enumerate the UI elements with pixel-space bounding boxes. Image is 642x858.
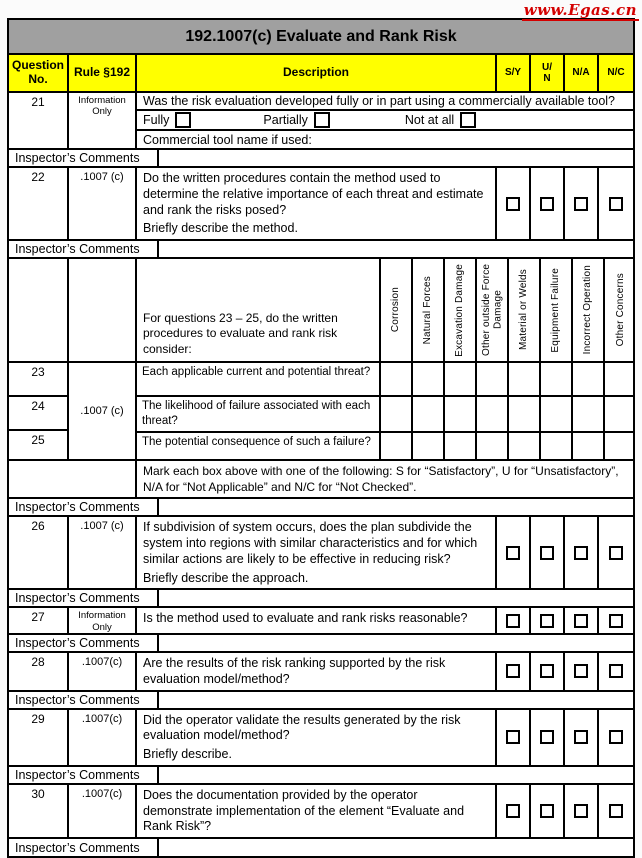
matrix-cell[interactable] — [509, 433, 541, 459]
threat-matrix-header — [9, 259, 633, 363]
col-header-question-no: Question No. — [9, 55, 69, 91]
col-header-nc: N/C — [607, 67, 625, 79]
question-number: 26 — [9, 517, 69, 588]
un-cell — [531, 517, 565, 588]
un-checkbox[interactable] — [540, 664, 554, 678]
na-checkbox[interactable] — [574, 197, 588, 211]
question-row-22 — [9, 168, 633, 241]
na-checkbox[interactable] — [574, 804, 588, 818]
question-21-options-row — [137, 111, 633, 131]
form-title-bar — [9, 20, 633, 55]
matrix-question-numbers — [9, 363, 69, 459]
un-cell — [531, 785, 565, 837]
threat-col-other-concerns: Other Concerns — [615, 273, 627, 347]
threat-col-equipment-failure: Equipment Failure — [541, 259, 573, 361]
matrix-cell[interactable] — [445, 433, 477, 459]
un-cell — [531, 653, 565, 690]
fully-checkbox[interactable] — [175, 112, 191, 128]
question-29-description: Did the operator validate the results generated by the risk evaluation model/method? Briefly describe. — [137, 710, 497, 765]
inspector-comments-row — [9, 150, 633, 168]
na-checkbox[interactable] — [574, 664, 588, 678]
rule-reference: .1007 (c) — [69, 168, 137, 239]
question-25-text: The potential consequence of such a failure? — [137, 433, 381, 459]
un-cell — [531, 710, 565, 765]
rule-reference-merged: .1007 (c) — [69, 363, 137, 459]
inspector-comments-row — [9, 767, 633, 785]
threat-col-natural-forces: Natural Forces — [413, 259, 445, 361]
inspector-comments-area[interactable] — [159, 241, 633, 257]
question-number: 28 — [9, 653, 69, 690]
threat-matrix-body — [9, 363, 633, 461]
threat-col-incorrect-operation: Incorrect Operation — [573, 259, 605, 361]
question-row-27 — [9, 608, 633, 635]
col-header-rule: Rule §192 — [69, 55, 137, 91]
threat-col-other-outside-force: Other outside Force Damage — [477, 259, 509, 361]
matrix-cell[interactable] — [381, 433, 413, 459]
partially-label: Partially — [263, 113, 308, 127]
inspector-comments-label: Inspector’s Comments — [9, 839, 159, 856]
empty-left-cell — [9, 461, 137, 497]
matrix-cell[interactable] — [445, 397, 477, 431]
question-22-description: Do the written procedures contain the method used to determine the relative importance of each threat and estimate and rank the risks posed? Briefly describe the method. — [137, 168, 497, 239]
question-21-text-row: Was the risk evaluation developed fully or in part using a commercially available tool? — [137, 93, 633, 111]
na-cell — [565, 653, 599, 690]
sy-checkbox[interactable] — [506, 664, 520, 678]
un-cell — [531, 608, 565, 633]
sy-checkbox[interactable] — [506, 546, 520, 560]
nc-checkbox[interactable] — [609, 804, 623, 818]
evaluate-rank-risk-form — [7, 18, 635, 858]
col-header-na: N/A — [565, 55, 599, 91]
nc-cell — [599, 517, 633, 588]
matrix-cell[interactable] — [541, 363, 573, 395]
rule-reference: .1007(c) — [69, 653, 137, 690]
marking-instructions: Mark each box above with one of the following: S for “Satisfactory”, U for “Unsatisfactory”, N/A for “Not Applicable” and N/C for “Not Checked”. — [143, 463, 619, 495]
matrix-row-25 — [137, 433, 633, 459]
matrix-cell[interactable] — [413, 433, 445, 459]
question-number: 21 — [9, 93, 69, 148]
threat-col-corrosion: Corrosion — [381, 259, 413, 361]
sy-cell — [497, 608, 531, 633]
inspector-comments-label: Inspector’s Comments — [9, 692, 159, 708]
matrix-cell[interactable] — [477, 433, 509, 459]
inspector-comments-label: Inspector’s Comments — [9, 590, 159, 606]
inspector-comments-area[interactable] — [159, 839, 633, 856]
matrix-rows — [137, 363, 633, 459]
question-number: 27 — [9, 608, 69, 633]
un-cell — [531, 168, 565, 239]
question-row-30 — [9, 785, 633, 839]
question-28-description: Are the results of the risk ranking supported by the risk evaluation model/method? — [137, 653, 497, 690]
matrix-cell[interactable] — [381, 397, 413, 431]
inspector-comments-row — [9, 635, 633, 653]
matrix-cell[interactable] — [573, 433, 605, 459]
table-header-row — [9, 55, 633, 93]
inspector-comments-label: Inspector’s Comments — [9, 150, 159, 166]
na-cell — [565, 608, 599, 633]
inspector-comments-label: Inspector’s Comments — [9, 767, 159, 783]
question-21-description — [137, 93, 633, 148]
question-30-description: Does the documentation provided by the operator demonstrate implementation of the element “Evaluate and Rank Risk”? — [137, 785, 497, 837]
threat-col-material-welds: Material or Welds — [509, 259, 541, 361]
matrix-cell[interactable] — [541, 397, 573, 431]
inspector-comments-area[interactable] — [159, 767, 633, 783]
not-at-all-checkbox[interactable] — [460, 112, 476, 128]
question-number: 29 — [9, 710, 69, 765]
matrix-row-23 — [137, 363, 633, 397]
na-cell — [565, 517, 599, 588]
na-cell — [565, 710, 599, 765]
rule-reference: Information Only — [69, 608, 137, 633]
rule-reference: Information Only — [69, 93, 137, 148]
na-checkbox[interactable] — [574, 730, 588, 744]
nc-checkbox[interactable] — [609, 546, 623, 560]
matrix-cell[interactable] — [605, 397, 637, 431]
un-checkbox[interactable] — [540, 730, 554, 744]
fully-label: Fully — [143, 113, 170, 127]
matrix-cell[interactable] — [477, 397, 509, 431]
un-checkbox[interactable] — [540, 804, 554, 818]
sy-cell — [497, 785, 531, 837]
rule-reference: .1007(c) — [69, 710, 137, 765]
inspector-comments-area[interactable] — [159, 499, 633, 515]
matrix-row-24 — [137, 397, 633, 433]
matrix-cell[interactable] — [477, 363, 509, 395]
nc-checkbox[interactable] — [609, 614, 623, 628]
na-checkbox[interactable] — [574, 614, 588, 628]
nc-cell — [599, 168, 633, 239]
na-cell — [565, 168, 599, 239]
inspector-comments-label: Inspector’s Comments — [9, 635, 159, 651]
matrix-cell[interactable] — [509, 363, 541, 395]
question-24-text: The likelihood of failure associated with each threat? — [137, 397, 381, 431]
sy-checkbox[interactable] — [506, 197, 520, 211]
inspector-comments-row — [9, 839, 633, 856]
watermark-logo: www.Egas.cn — [523, 1, 637, 19]
matrix-cell[interactable] — [381, 363, 413, 395]
nc-checkbox[interactable] — [609, 197, 623, 211]
question-number: 23 — [9, 363, 67, 397]
un-checkbox[interactable] — [540, 197, 554, 211]
question-row-29 — [9, 710, 633, 767]
matrix-intro: For questions 23 – 25, do the written procedures to evaluate and rank risk consider: — [137, 259, 381, 361]
not-at-all-label: Not at all — [404, 113, 455, 127]
inspector-comments-row — [9, 499, 633, 517]
inspector-comments-row — [9, 692, 633, 710]
nc-checkbox[interactable] — [609, 664, 623, 678]
matrix-cell[interactable] — [509, 397, 541, 431]
sy-checkbox[interactable] — [506, 614, 520, 628]
question-row-28 — [9, 653, 633, 692]
rule-reference: .1007 (c) — [69, 517, 137, 588]
matrix-cell[interactable] — [541, 433, 573, 459]
marking-instructions-row — [9, 461, 633, 499]
nc-cell — [599, 653, 633, 690]
empty-question-cell — [9, 259, 69, 361]
nc-cell — [599, 710, 633, 765]
sy-cell — [497, 653, 531, 690]
sy-checkbox[interactable] — [506, 730, 520, 744]
empty-rule-cell — [69, 259, 137, 361]
sy-checkbox[interactable] — [506, 804, 520, 818]
matrix-cell[interactable] — [413, 363, 445, 395]
col-header-un: U/ N — [531, 55, 565, 91]
inspector-comments-row — [9, 590, 633, 608]
commercial-tool-name-field[interactable]: Commercial tool name if used: — [143, 132, 312, 147]
question-27-description: Is the method used to evaluate and rank risks reasonable? — [137, 608, 497, 633]
question-number: 30 — [9, 785, 69, 837]
inspector-comments-label: Inspector’s Comments — [9, 499, 159, 515]
nc-cell — [599, 608, 633, 633]
inspector-comments-area[interactable] — [159, 692, 633, 708]
threat-col-excavation-damage: Excavation Damage — [445, 259, 477, 361]
inspector-comments-row — [9, 241, 633, 259]
form-title: 192.1007(c) Evaluate and Rank Risk — [185, 27, 457, 45]
inspector-comments-area[interactable] — [159, 150, 633, 166]
partially-checkbox[interactable] — [314, 112, 330, 128]
question-row-26 — [9, 517, 633, 590]
sy-cell — [497, 710, 531, 765]
matrix-cell[interactable] — [605, 363, 637, 395]
col-header-sy: S/Y — [497, 55, 531, 91]
col-header-description: Description — [137, 55, 497, 91]
inspector-comments-area[interactable] — [159, 635, 633, 651]
matrix-cell[interactable] — [445, 363, 477, 395]
question-26-description: If subdivision of system occurs, does the plan subdivide the system into regions with similar characteristics and for which similar actions are likely to be effective in reducing risk? Briefly describe the approach. — [137, 517, 497, 588]
sy-cell — [497, 168, 531, 239]
na-checkbox[interactable] — [574, 546, 588, 560]
matrix-cell[interactable] — [605, 433, 637, 459]
question-number: 22 — [9, 168, 69, 239]
inspector-comments-area[interactable] — [159, 590, 633, 606]
un-checkbox[interactable] — [540, 546, 554, 560]
question-row-21 — [9, 93, 633, 150]
nc-cell — [599, 785, 633, 837]
sy-cell — [497, 517, 531, 588]
un-checkbox[interactable] — [540, 614, 554, 628]
na-cell — [565, 785, 599, 837]
question-number: 25 — [31, 433, 45, 447]
question-23-text: Each applicable current and potential threat? — [137, 363, 381, 395]
matrix-cell[interactable] — [573, 397, 605, 431]
nc-checkbox[interactable] — [609, 730, 623, 744]
matrix-cell[interactable] — [573, 363, 605, 395]
rule-reference: .1007(c) — [69, 785, 137, 837]
question-number: 24 — [9, 397, 67, 431]
matrix-cell[interactable] — [413, 397, 445, 431]
inspector-comments-label: Inspector’s Comments — [9, 241, 159, 257]
